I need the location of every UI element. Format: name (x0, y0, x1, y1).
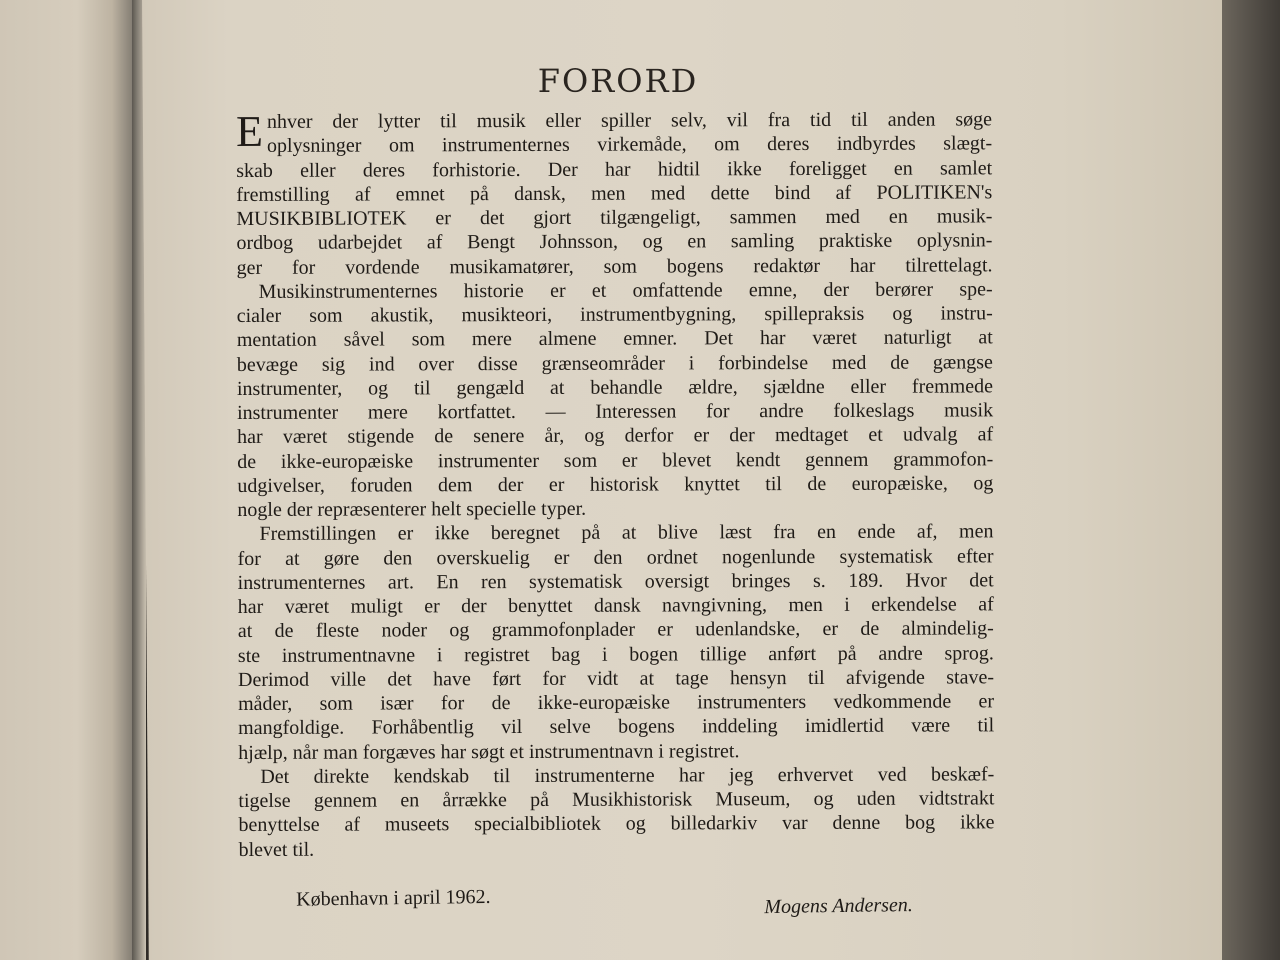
text-line: ger for vordende musikamatører, som bogens redaktør har tilrettelagt. (236, 253, 993, 279)
text-line: Det direkte kendskab til instrumenterne har jeg erhvervet ved beskæf- (260, 763, 995, 788)
text-line: at de fleste noder og grammofonplader er udenlandske, er de almindelig- (237, 617, 994, 643)
text-line: nogle der repræsenterer helt specielle typer. (237, 497, 587, 521)
text-line: udgivelser, foruden dem der er historisk knyttet til de europæiske, og (237, 472, 994, 497)
text-line: måder, som især for de ikke-europæiske instrumenters vedkommende er (238, 690, 995, 715)
text-line: MUSIKBIBLIOTEK er det gjort tilgængeligt, sammen med en musik- (236, 205, 993, 230)
text-line: blevet til. (238, 838, 315, 861)
foreword-body (236, 107, 995, 861)
page-heading: FORORD (537, 62, 699, 100)
text-line: oplysninger om instrumenternes virkemåde, om deres indbyrdes slægt- (266, 132, 993, 158)
text-line: Musikinstrumenternes historie er et omfattende emne, der berører spe- (258, 278, 993, 303)
text-line: for at gøre den overskuelig er den ordnet nogenlunde systematisk efter (237, 544, 994, 570)
text-line: instrumenter mere kortfattet. — Interessen for andre folkeslags musik (237, 399, 994, 424)
text-line: nhver der lytter til musik eller spiller selv, vil fra tid til anden søge (266, 108, 993, 133)
text-line: Derimod ville det have ført for vidt at tage hensyn til afvigende stave- (237, 666, 995, 691)
text-line: instrumenternes art. En ren systematisk oversigt bringes s. 189. Hvor det (237, 569, 994, 594)
text-line: de ikke-europæiske instrumenter som er blevet kendt gennem grammofon- (237, 447, 994, 473)
text-line: ste instrumentnavne i registret bag i bogen tillige anført på andre sprog. (237, 641, 994, 667)
text-line: instrumenter, og til gengæld at behandle ældre, sjældne eller fremmede (236, 375, 994, 400)
drop-cap: E (235, 106, 264, 156)
text-line: mangfoldige. Forhåbentlig vil selve bogens inddeling imidlertid være til (238, 714, 995, 740)
book-cover-edge (1222, 0, 1280, 960)
left-page-edge (0, 0, 140, 960)
text-line: benyttelse af museets specialbibliotek og billedarkiv var denne bog ikke (238, 811, 995, 837)
text-line: hjælp, når man forgæves har søgt et instrumentnavn i registret. (238, 739, 740, 764)
text-line: ordbog udarbejdet af Bengt Johnsson, og en samling praktiske oplysnin- (236, 229, 993, 255)
paragraph-4 (238, 762, 994, 862)
paragraph-2 (237, 277, 994, 522)
text-line: cialer som akustik, musikteori, instrumentbygning, spillepraksis og instru- (236, 302, 993, 327)
paragraph-1 (236, 107, 993, 279)
text-line: fremstilling af emnet på dansk, men med dette bind af POLITIKEN's (236, 181, 993, 206)
text-line: mentation såvel som mere almene emner. Det har været naturligt at (236, 326, 993, 352)
author-signature: Mogens Andersen. (764, 893, 913, 919)
text-line: tigelse gennem en årrække på Musikhistorisk Museum, og uden vidtstrakt (238, 787, 995, 812)
text-line: har været muligt er der benyttet dansk navngivning, men i erkendelse af (237, 593, 994, 618)
text-line: har været stigende de senere år, og derfor er der medtaget et udvalg af (237, 423, 994, 449)
text-line: bevæge sig ind over disse grænseområder i forbindelse med de gængse (236, 350, 993, 376)
text-line: Fremstillingen er ikke beregnet på at blive læst fra en ende af, men (259, 520, 994, 546)
text-line: skab eller deres forhistorie. Der har hidtil ikke foreligget en samlet (236, 156, 993, 182)
place-and-date: København i april 1962. (296, 885, 491, 911)
paragraph-3 (237, 520, 994, 765)
